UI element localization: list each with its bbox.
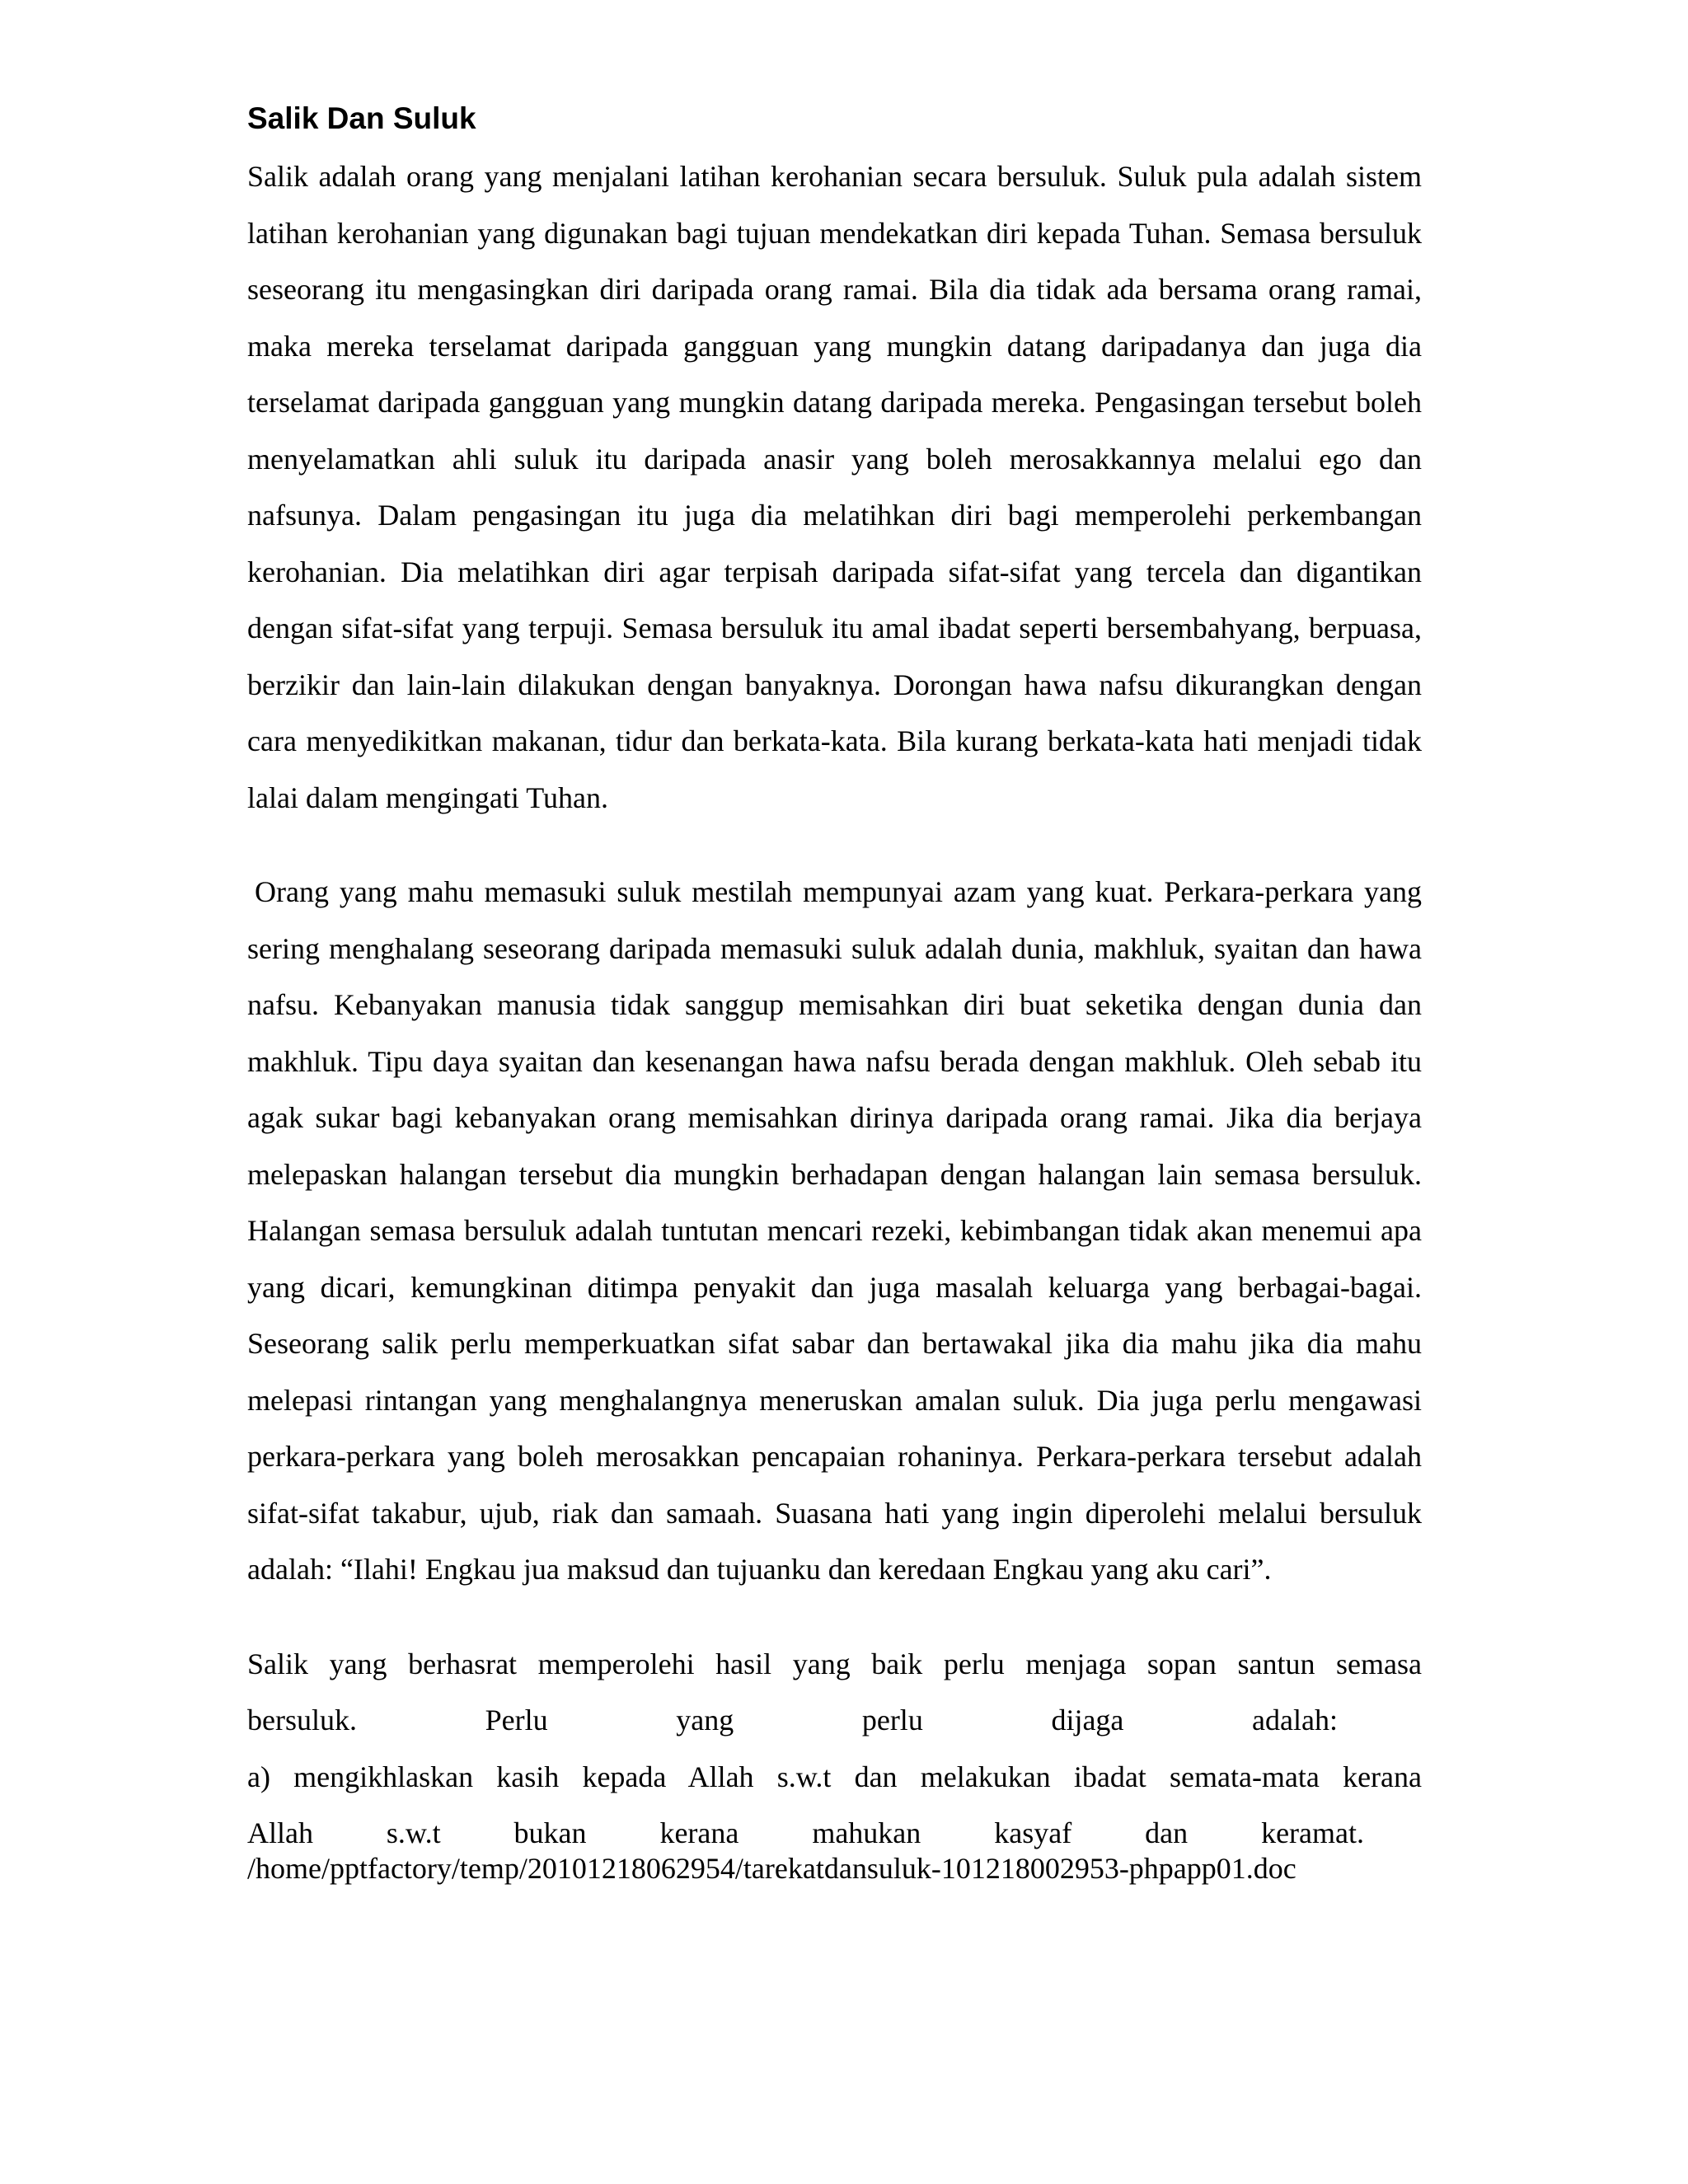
paragraph-3-line-1: Salik yang berhasrat memperolehi hasil yang baik perlu menjaga sopan santun semasa (247, 1647, 1422, 1680)
footer-file-path: /home/pptfactory/temp/20101218062954/tarekatdansuluk-101218002953-phpapp01.doc (247, 1851, 1296, 1885)
paragraph-3-line-2 (247, 1692, 1422, 1749)
word: yang (676, 1704, 734, 1736)
word: Perlu (485, 1704, 548, 1736)
word: adalah: (1252, 1704, 1338, 1736)
document-page (247, 97, 1422, 1888)
paragraph-3-line-3: a) mengikhlaskan kasih kepada Allah s.w.t dan melakukan ibadat semata-mata kerana (247, 1760, 1422, 1793)
paragraph-1: Salik adalah orang yang menjalani latihan kerohanian secara bersuluk. Suluk pula adalah sistem latihan kerohanian yang digunakan bagi tujuan mendekatkan diri kepada Tuhan. Semasa bersuluk seseorang itu mengasingkan diri daripada orang ramai. Bila dia tidak ada bersama orang ramai, maka mereka terselamat daripada gangguan yang mungkin datang daripadanya dan juga dia terselamat daripada gangguan yang mungkin datang daripada mereka. Pengasingan tersebut boleh menyelamatkan ahli suluk itu daripada anasir yang boleh merosakkannya melalui ego dan nafsunya. Dalam pengasingan itu juga dia melatihkan diri bagi memperolehi perkembangan kerohanian. Dia melatihkan diri agar terpisah daripada sifat-sifat yang tercela dan digantikan dengan sifat-sifat yang terpuji. Semasa bersuluk itu amal ibadat seperti bersembahyang, berpuasa, berzikir dan lain-lain dilakukan dengan banyaknya. Dorongan hawa nafsu dikurangkan dengan cara menyedikitkan makanan, tidur dan berkata-kata. Bila kurang berkata-kata hati menjadi tidak lalai dalam mengingati Tuhan. (247, 160, 1422, 814)
word: dijaga (1051, 1704, 1124, 1736)
word: s.w.t (386, 1816, 441, 1849)
paragraph-2: Orang yang mahu memasuki suluk mestilah mempunyai azam yang kuat. Perkara-perkara yang sering menghalang seseorang daripada memasuki suluk adalah dunia, makhluk, syaitan dan hawa nafsu. Kebanyakan manusia tidak sanggup memisahkan diri buat seketika dengan dunia dan makhluk. Tipu daya syaitan dan kesenangan hawa nafsu berada dengan makhluk. Oleh sebab itu agak sukar bagi kebanyakan orang memisahkan dirinya daripada orang ramai. Jika dia berjaya melepaskan halangan tersebut dia mungkin berhadapan dengan halangan lain semasa bersuluk. Halangan semasa bersuluk adalah tuntutan mencari rezeki, kebimbangan tidak akan menemui apa yang dicari, kemungkinan ditimpa penyakit dan juga masalah keluarga yang berbagai-bagai. Seseorang salik perlu memperkuatkan sifat sabar dan bertawakal jika dia mahu jika dia mahu melepasi rintangan yang menghalangnya meneruskan amalan suluk. Dia juga perlu mengawasi perkara-perkara yang boleh merosakkan pencapaian rohaninya. Perkara-perkara tersebut adalah sifat-sifat takabur, ujub, riak dan samaah. Suasana hati yang ingin diperolehi melalui bersuluk adalah: “Ilahi! Engkau jua maksud dan tujuanku dan keredaan Engkau yang aku cari”. (247, 875, 1422, 1586)
word: Allah (247, 1816, 313, 1849)
word: bersuluk. (247, 1704, 357, 1736)
paragraph-3 (247, 1636, 1422, 1888)
word: keramat. (1261, 1816, 1364, 1849)
word: mahukan (812, 1816, 921, 1849)
document-title: Salik Dan Suluk (247, 101, 476, 135)
word: dan (1145, 1816, 1189, 1849)
word: kerana (659, 1816, 739, 1849)
word: perlu (861, 1704, 923, 1736)
word: bukan (513, 1816, 587, 1849)
word: kasyaf (994, 1816, 1072, 1849)
